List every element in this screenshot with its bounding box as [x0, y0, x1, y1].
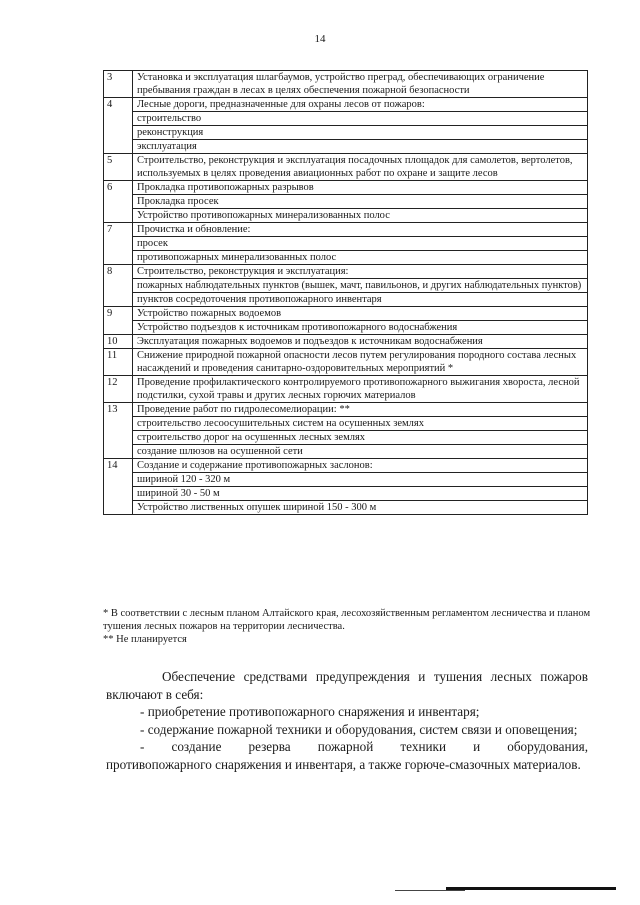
- table-row: [104, 487, 588, 501]
- table-row: [104, 237, 588, 251]
- table-row: [104, 181, 588, 195]
- table-row: [104, 307, 588, 321]
- footnote-1: * В соответствии с лесным планом Алтайского края, лесохозяйственным регламентом лесничества и планом тушения лесных пожаров на территории лесничества.: [103, 608, 591, 632]
- measure-cell: Прокладка противопожарных разрывов: [133, 181, 588, 195]
- table-row: [104, 98, 588, 112]
- table-body: [104, 71, 588, 515]
- measure-cell: эксплуатация: [133, 140, 588, 154]
- measure-cell: Устройство противопожарных минерализованных полос: [133, 209, 588, 223]
- measure-cell: шириной 30 - 50 м: [133, 487, 588, 501]
- row-number: 11: [104, 349, 133, 376]
- table-row: [104, 459, 588, 473]
- measure-cell: Строительство, реконструкция и эксплуатация:: [133, 265, 588, 279]
- list-item-1: - приобретение противопожарного снаряжения и инвентаря;: [140, 704, 480, 719]
- row-number: 6: [104, 181, 133, 223]
- measure-cell: Проведение работ по гидролесомелиорации: **: [133, 403, 588, 417]
- table-row: [104, 279, 588, 293]
- row-number: 5: [104, 154, 133, 181]
- table-row: [104, 223, 588, 237]
- measure-cell: строительство: [133, 112, 588, 126]
- row-number: 8: [104, 265, 133, 307]
- body-text: [106, 668, 588, 773]
- footer-rule-thin: [395, 890, 465, 891]
- table-row: [104, 112, 588, 126]
- measure-cell: Прочистка и обновление:: [133, 223, 588, 237]
- table-row: [104, 349, 588, 376]
- measure-cell: просек: [133, 237, 588, 251]
- row-number: 14: [104, 459, 133, 515]
- measure-cell: противопожарных минерализованных полос: [133, 251, 588, 265]
- table-row: [104, 154, 588, 181]
- table-row: [104, 126, 588, 140]
- row-number: 7: [104, 223, 133, 265]
- table-row: [104, 501, 588, 515]
- footnote-2: ** Не планируется: [103, 634, 187, 645]
- list-item-3-line-1: - создание резерва пожарной техники и оборудования,: [140, 739, 588, 754]
- row-number: 9: [104, 307, 133, 335]
- row-number: 3: [104, 71, 133, 98]
- page-number: 14: [314, 33, 326, 45]
- list-item-3-line-2: противопожарного снаряжения и инвентаря, а также горюче-смазочных материалов.: [106, 756, 581, 772]
- table-row: [104, 140, 588, 154]
- table-row: [104, 71, 588, 98]
- measure-cell: реконструкция: [133, 126, 588, 140]
- table-row: [104, 417, 588, 431]
- measure-cell: Строительство, реконструкция и эксплуатация посадочных площадок для самолетов, вертолетов, используемых в целях проведения авиационных работ по охране и защите лесов: [133, 154, 588, 181]
- measure-cell: пунктов сосредоточения противопожарного инвентаря: [133, 293, 588, 307]
- footer-rule: [446, 887, 616, 890]
- measure-cell: Установка и эксплуатация шлагбаумов, устройство преград, обеспечивающих ограничение пребывания граждан в лесах в целях обеспечения пожарной безопасности: [133, 71, 588, 98]
- table-row: [104, 431, 588, 445]
- measure-cell: пожарных наблюдательных пунктов (вышек, мачт, павильонов, и других наблюдательных пунктов): [133, 279, 588, 293]
- table-row: [104, 473, 588, 487]
- table-row: [104, 403, 588, 417]
- measure-cell: создание шлюзов на осушенной сети: [133, 445, 588, 459]
- table-row: [104, 293, 588, 307]
- measure-cell: Устройство подъездов к источникам противопожарного водоснабжения: [133, 321, 588, 335]
- measure-cell: Устройство пожарных водоемов: [133, 307, 588, 321]
- table-row: [104, 445, 588, 459]
- measure-cell: Прокладка просек: [133, 195, 588, 209]
- row-number: 4: [104, 98, 133, 154]
- measure-cell: строительство лесоосушительных систем на осушенных землях: [133, 417, 588, 431]
- measure-cell: Лесные дороги, предназначенные для охраны лесов от пожаров:: [133, 98, 588, 112]
- footnotes: [103, 607, 593, 646]
- row-number: 13: [104, 403, 133, 459]
- measure-cell: Устройство лиственных опушек шириной 150 - 300 м: [133, 501, 588, 515]
- row-number: 12: [104, 376, 133, 403]
- table-row: [104, 195, 588, 209]
- table-row: [104, 376, 588, 403]
- intro-paragraph: Обеспечение средствами предупреждения и тушения лесных пожаров включают в себя:: [106, 669, 588, 702]
- measure-cell: Проведение профилактического контролируемого противопожарного выжигания хвороста, лесной подстилки, сухой травы и других лесных горючих материалов: [133, 376, 588, 403]
- measure-cell: шириной 120 - 320 м: [133, 473, 588, 487]
- table-row: [104, 251, 588, 265]
- table-row: [104, 209, 588, 223]
- measure-cell: Эксплуатация пожарных водоемов и подъездов к источникам водоснабжения: [133, 335, 588, 349]
- row-number: 10: [104, 335, 133, 349]
- measure-cell: Снижение природной пожарной опасности лесов путем регулирования породного состава лесных насаждений и проведения санитарно-оздоровительных мероприятий *: [133, 349, 588, 376]
- fire-measures-table: [103, 70, 588, 515]
- table-row: [104, 321, 588, 335]
- table-row: [104, 335, 588, 349]
- measure-cell: Создание и содержание противопожарных заслонов:: [133, 459, 588, 473]
- table-row: [104, 265, 588, 279]
- list-item-2: - содержание пожарной техники и оборудования, систем связи и оповещения;: [140, 721, 578, 737]
- measure-cell: строительство дорог на осушенных лесных землях: [133, 431, 588, 445]
